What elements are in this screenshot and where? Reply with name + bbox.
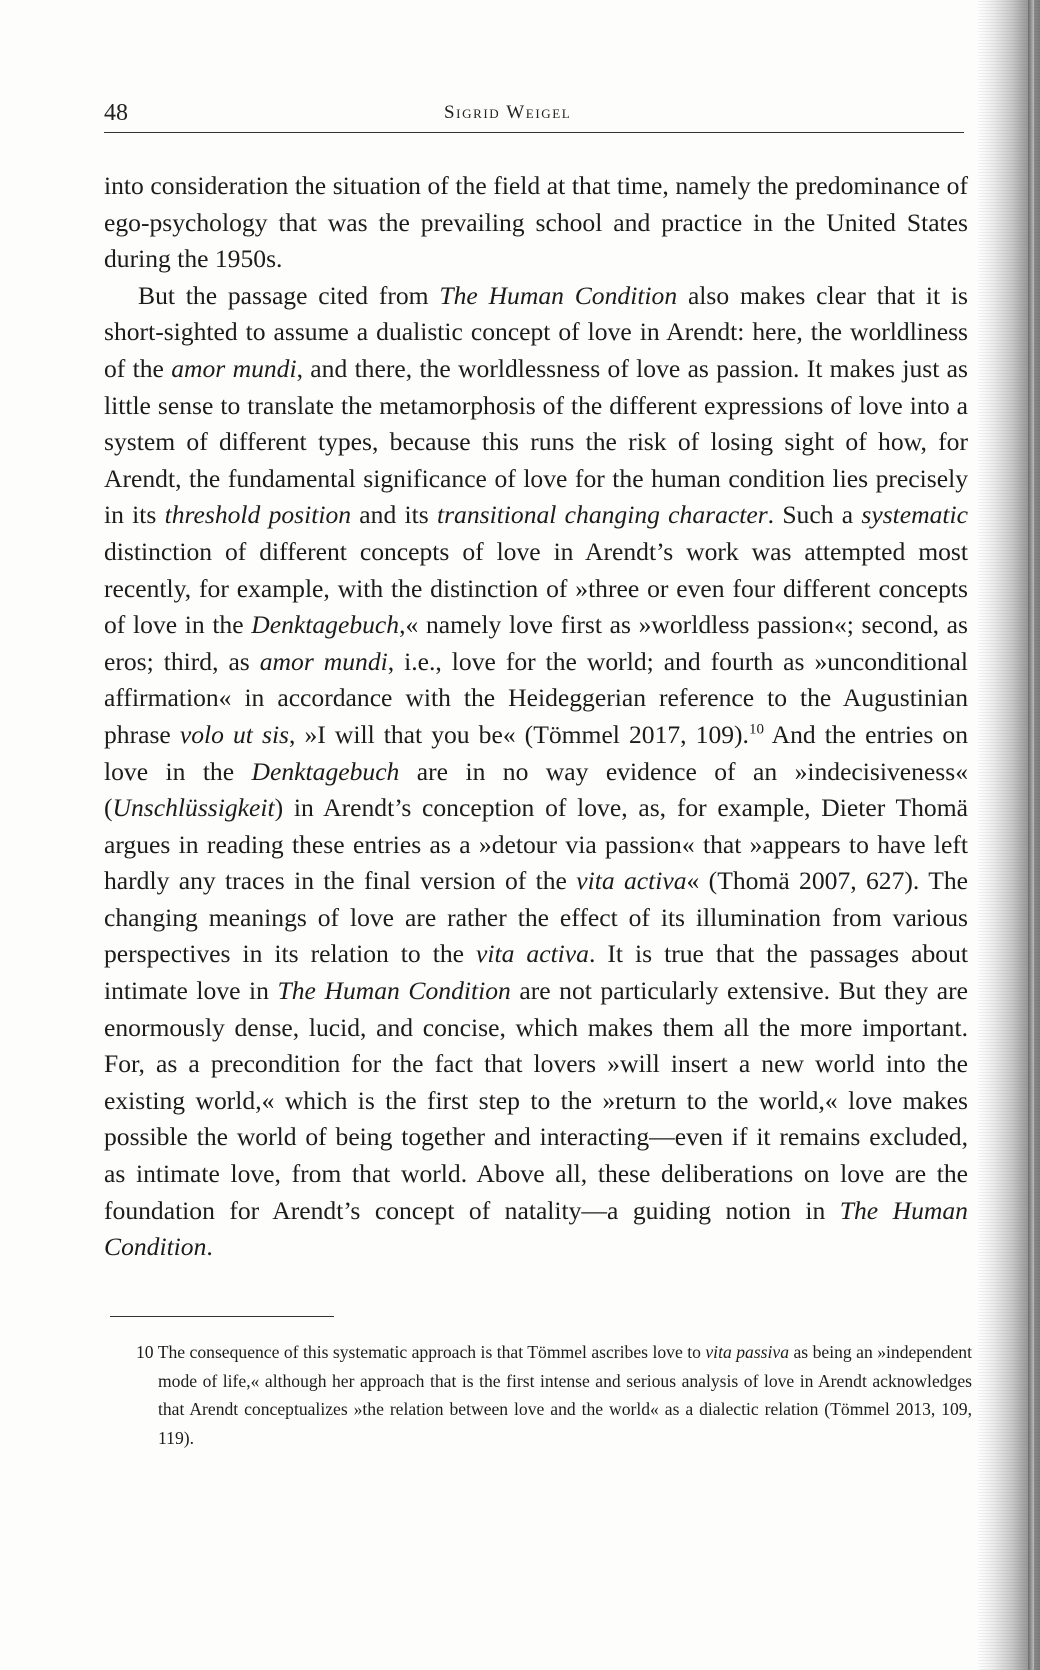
- text-run: . Such a: [767, 500, 862, 530]
- text-run: , »I will that you be« (Tömmel 2017, 109).: [289, 719, 749, 749]
- italic-title: The Human Condition: [104, 1195, 968, 1262]
- italic-term: amor mundi: [171, 353, 297, 383]
- text-run: are in no way evidence of an »indecisiveness« (: [104, 756, 969, 823]
- page-gutter-shadow: [1028, 0, 1034, 1670]
- text-run: . It is true that the passages about intimate love in: [104, 939, 968, 1006]
- text-run: , i.e., love for the world; and fourth as »unconditional affirmation« in accordance with the Heideggerian reference to the Augustinian phrase: [104, 646, 968, 749]
- italic-term: vita passiva: [705, 1342, 790, 1362]
- italic-title: The Human Condition: [439, 280, 678, 310]
- footnote-number: 10: [136, 1342, 154, 1362]
- text-run: « (Thomä 2007, 627). The changing meanings of love are rather the effect of its illumination from various perspectives in its relation to the: [104, 866, 969, 969]
- page-header: [104, 96, 964, 133]
- text-run: And the entries on love in the: [104, 719, 968, 786]
- text-run: , and there, the worldlessness of love as passion. It makes just as little sense to translate the metamorphosis of the different expressions of love into a system of different types, because this runs the risk of losing sight of how, for Arendt, the fundamental significance of love for the human condition lies precisely in its: [104, 353, 968, 530]
- footnote-reference[interactable]: 10: [748, 721, 764, 738]
- italic-title: Denktagebuch: [251, 610, 400, 640]
- text-run: The consequence of this systematic approach is that Tömmel ascribes love to: [153, 1342, 706, 1362]
- italic-term: transitional changing character: [436, 500, 768, 530]
- text-run: as being an »independent mode of life,« although her approach that is the first intense and serious analysis of love in Arendt acknowledges that Arendt conceptualizes »the relation between love and the world« as a dialectic relation (Tömmel 2013, 109, 119).: [158, 1342, 972, 1448]
- footnote-10: [136, 1338, 972, 1452]
- text-run: ,« namely love first as »worldless passion«; second, as eros; third, as: [104, 610, 969, 676]
- paragraph-2: [104, 278, 968, 1266]
- italic-title: The Human Condition: [277, 976, 511, 1006]
- paragraph-1-text: into consideration the situation of the field at that time, namely the predominance of ego-psychology that was the prevailing school and practice in the United States during the 1950s.: [104, 171, 968, 274]
- italic-title: Denktagebuch: [251, 756, 400, 786]
- text-run: ) in Arendt’s conception of love, as, for example, Dieter Thomä argues in reading these entries as a »detour via passion« that »appears to have left hardly any traces in the final version of the: [104, 793, 968, 896]
- footnote-divider: [110, 1316, 334, 1317]
- italic-term: systematic: [861, 500, 968, 530]
- italic-term: volo ut sis: [179, 719, 290, 749]
- text-run: and its: [351, 500, 437, 530]
- italic-term: amor mundi: [259, 646, 388, 676]
- text-run: But the passage cited from: [138, 280, 440, 310]
- text-run: also makes clear that it is short-sighted to assume a dualistic concept of love in Arendt: here, the worldliness of the: [104, 280, 968, 383]
- page-number: 48: [104, 100, 128, 126]
- text-run: are not particularly extensive. But they are enormously dense, lucid, and concise, which makes them all the more important. For, as a precondition for the fact that lovers »will insert a new world into the existing world,« which is the first step to the »return to the world,« love makes possible the world of being together and interacting—even if it remains excluded, as intimate love, from that world. Above all, these deliberations on love are the foundation for Arendt’s concept of natality—a guiding notion in: [104, 976, 968, 1225]
- paragraph-1: [104, 168, 968, 278]
- italic-term: vita activa: [476, 939, 589, 969]
- main-text: [104, 168, 968, 1266]
- italic-term: Unschlüssigkeit: [112, 793, 275, 823]
- text-run: distinction of different concepts of love in Arendt’s work was attempted most recently, for example, with the distinction of »three or even four different concepts of love in the: [104, 536, 968, 640]
- italic-term: threshold position: [164, 500, 352, 530]
- text-run: .: [206, 1232, 213, 1262]
- italic-term: vita activa: [576, 866, 687, 896]
- scanned-page-edge: [978, 0, 1040, 1670]
- running-head: Sigrid Weigel: [444, 102, 572, 123]
